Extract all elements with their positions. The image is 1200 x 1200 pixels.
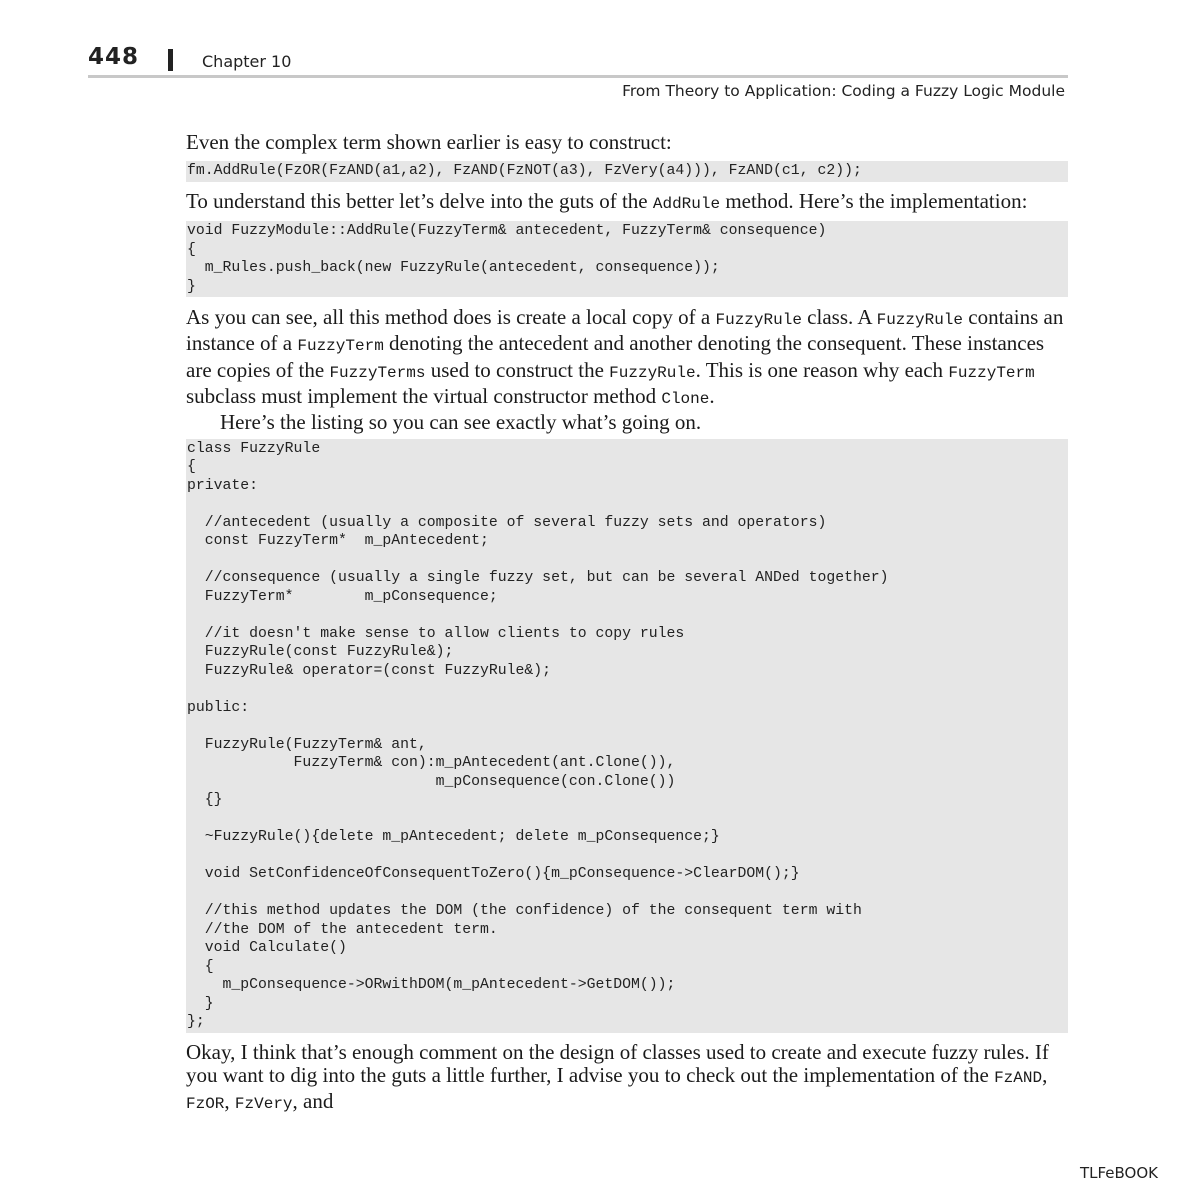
footer-watermark: TLFeBOOK: [1079, 1164, 1158, 1182]
inline-code: FuzzyTerm: [948, 363, 1035, 382]
inline-code: FzOR: [186, 1095, 225, 1114]
code-block-fuzzyrule-class: class FuzzyRule { private: //antecedent (usually a composite of several fuzzy sets and operators) const FuzzyTerm* m_pAntecedent; //consequence (usually a single fuzzy set, but can be several ANDed together) FuzzyTerm* m_pConsequence; //it doesn't make sense to allow clients to copy rules FuzzyRule(const FuzzyRule&); FuzzyRule& operator=(const FuzzyRule&); public: FuzzyRule(FuzzyTerm& ant, FuzzyTerm& con):m_pAntecedent(ant.Clone()), m_pConsequence(con.Clone()) {} ~FuzzyRule(){delete m_pAntecedent; delete m_pConsequence;} void SetConfidenceOfConsequentToZero(){m_pConsequence->ClearDOM();} //this method updates the DOM (the confidence) of the consequent term with //the DOM of the antecedent term. void Calculate() { m_pConsequence->ORwithDOM(m_pAntecedent->GetDOM()); } };: [186, 439, 1068, 1033]
paragraph-text: used to construct the: [425, 357, 610, 382]
code-block-addrule-impl: void FuzzyModule::AddRule(FuzzyTerm& antecedent, FuzzyTerm& consequence) { m_Rules.push_back(new FuzzyRule(antecedent, consequence)); }: [186, 221, 1068, 297]
inline-code: AddRule: [652, 194, 721, 213]
paragraph-text: , and: [292, 1089, 334, 1114]
paragraph-text: contains an instance of a: [186, 305, 1064, 356]
paragraph-text: class. A: [801, 305, 877, 330]
paragraph-text: denoting the antecedent and another denoting the consequent. These instances are copies of the: [186, 331, 1045, 382]
paragraph-text: ,: [224, 1089, 235, 1114]
paragraph-text: Okay, I think that’s enough comment on the design of classes used to create and execute fuzzy rules. If you want to dig into the guts a little further, I advise you to check out the implementation of the: [186, 1039, 1049, 1087]
inline-code: FzAND: [994, 1068, 1043, 1087]
paragraph-text: .: [709, 383, 715, 408]
chapter-subtitle: From Theory to Application: Coding a Fuzzy Logic Module: [622, 82, 1065, 100]
paragraph-text: ,: [1042, 1062, 1048, 1087]
paragraph-text: To understand this better let’s delve into the guts of the: [186, 188, 653, 213]
inline-code: FuzzyRule: [876, 311, 964, 330]
paragraph-addrule: [186, 190, 1068, 216]
header-rule: [88, 75, 1068, 78]
paragraph-fuzzyrule-copy: [186, 306, 1068, 411]
paragraph-text: method. Here’s the implementation:: [720, 188, 1028, 213]
inline-code: FuzzyRule: [715, 311, 802, 330]
paragraph-closing: [186, 1041, 1068, 1117]
header-separator: [168, 49, 173, 71]
paragraph-text: subclass must implement the virtual constructor method: [186, 383, 662, 408]
inline-code: Clone: [661, 389, 710, 408]
paragraph-text: . This is one reason why each: [695, 357, 949, 382]
code-block-addrule-example: fm.AddRule(FzOR(FzAND(a1,a2), FzAND(FzNOT(a3), FzVery(a4))), FzAND(c1, c2));: [186, 161, 1068, 182]
chapter-label: Chapter 10: [202, 52, 292, 71]
inline-code: FzVery: [234, 1095, 293, 1114]
paragraph-listing-intro: Here’s the listing so you can see exactly what’s going on.: [220, 410, 702, 435]
inline-code: FuzzyTerms: [329, 363, 426, 382]
page-number: 448: [88, 44, 140, 70]
page-body: [186, 131, 1068, 1116]
intro-paragraph: Even the complex term shown earlier is easy to construct:: [186, 130, 672, 154]
inline-code: FuzzyRule: [609, 363, 696, 382]
paragraph-text: As you can see, all this method does is create a local copy of a: [186, 305, 716, 330]
inline-code: FuzzyTerm: [297, 337, 384, 356]
